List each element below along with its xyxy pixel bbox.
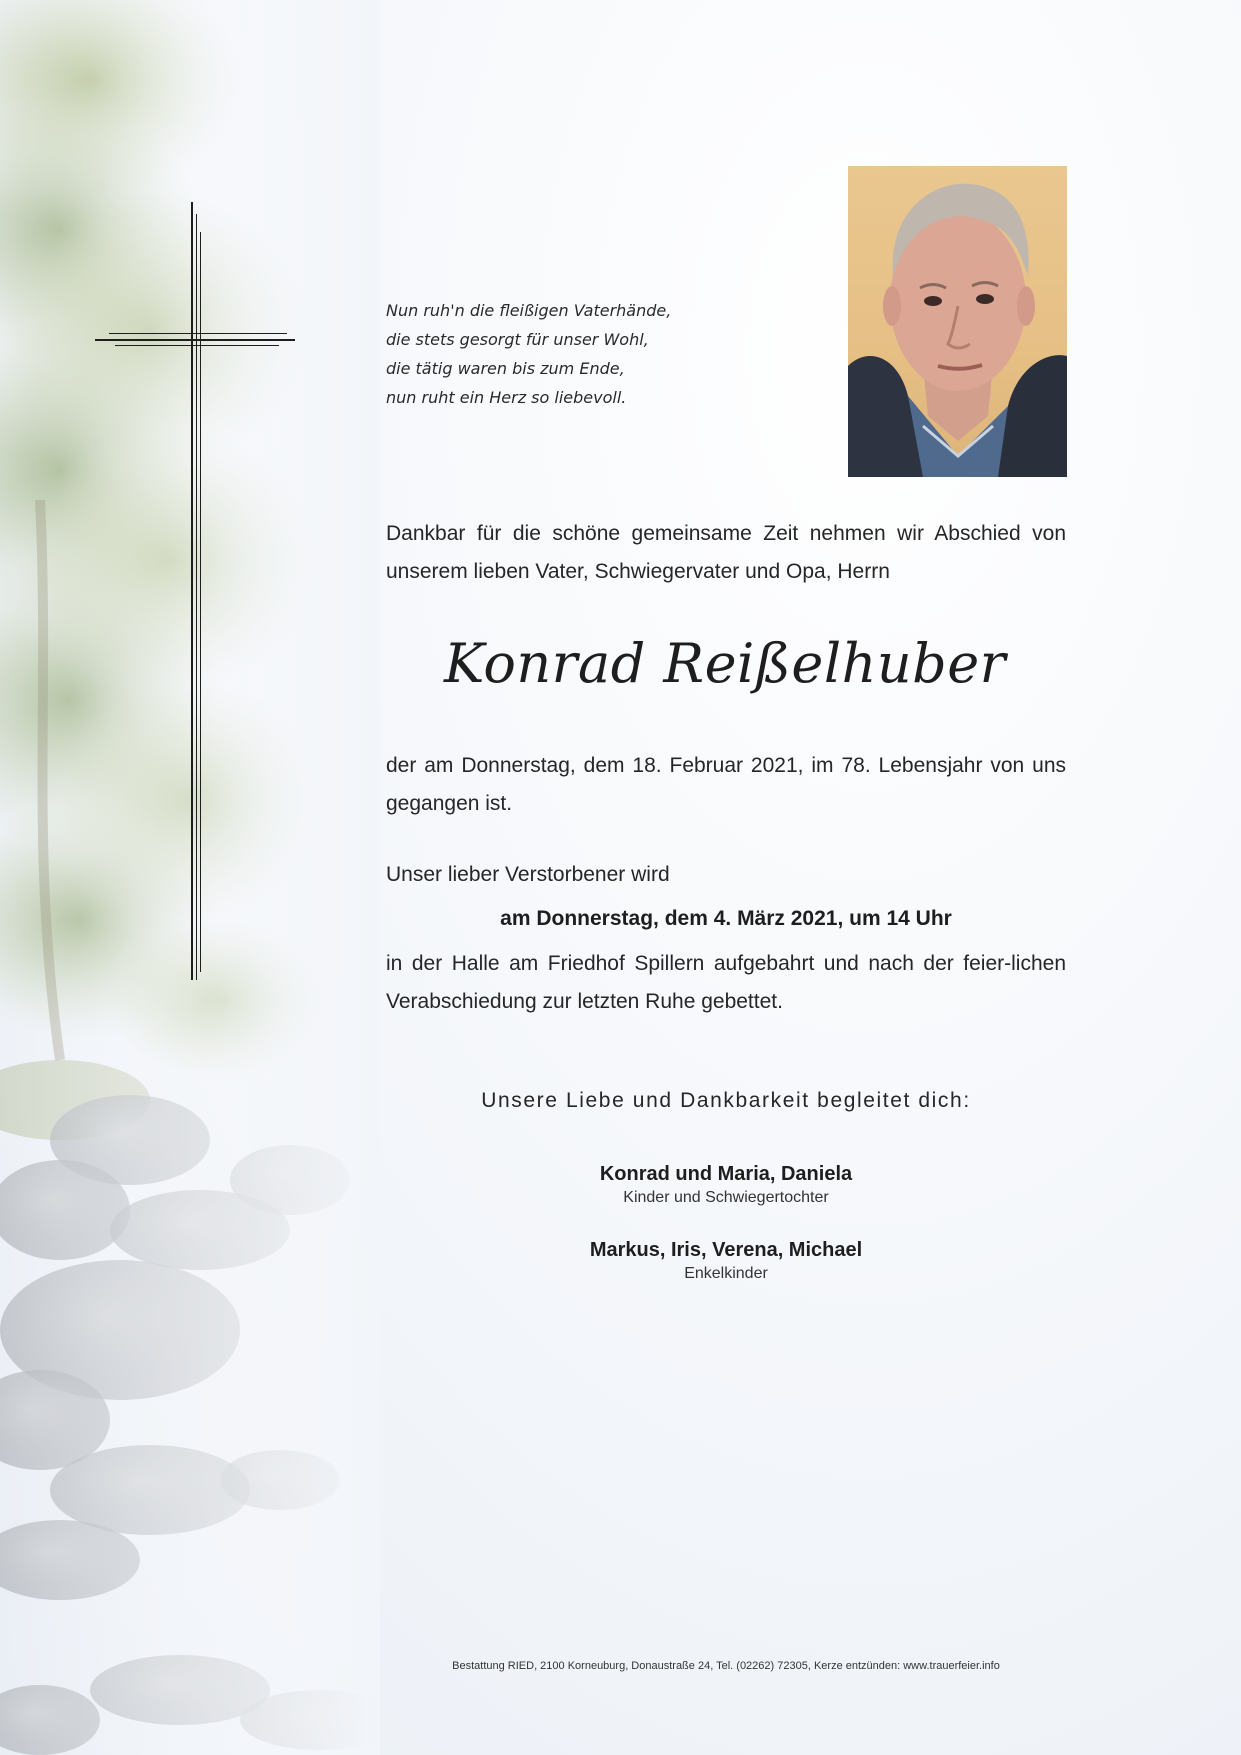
poem-line: Nun ruh'n die fleißigen Vaterhände,	[386, 301, 672, 320]
mourner-names: Konrad und Maria, Daniela	[599, 1163, 853, 1185]
mourner-group	[386, 1237, 1066, 1285]
deceased-name: Konrad Reißelhuber	[444, 632, 1006, 695]
poem-line: die stets gesorgt für unser Wohl,	[386, 330, 649, 349]
mourner-relation: Kinder und Schwiegertochter	[623, 1189, 829, 1206]
funeral-details-text: in der Halle am Friedhof Spillern aufgebahrt und nach der feier-lichen Verabschiedung zur letzten Ruhe gebettet.	[386, 952, 1066, 1013]
cross-symbol	[95, 202, 300, 982]
mourner-names: Markus, Iris, Verena, Michael	[589, 1239, 863, 1261]
portrait-photo	[848, 166, 1067, 477]
memorial-poem	[386, 296, 806, 412]
intro-text: Dankbar für die schöne gemeinsame Zeit nehmen wir Abschied von unserem lieben Vater, Schwiegervater und Opa, Herrn	[386, 522, 1066, 583]
funeral-intro-text: Unser lieber Verstorbener wird	[386, 863, 670, 886]
mourner-group	[386, 1161, 1066, 1209]
poem-line: die tätig waren bis zum Ende,	[386, 359, 625, 378]
funeral-date: am Donnerstag, dem 4. März 2021, um 14 Uhr	[500, 907, 952, 930]
love-line: Unsere Liebe und Dankbarkeit begleitet dich:	[481, 1089, 971, 1112]
funeral-home-footer: Bestattung RIED, 2100 Korneuburg, Donaustraße 24, Tel. (02262) 72305, Kerze entzünden: www.trauerfeier.info	[452, 1660, 1000, 1672]
death-notice-text: der am Donnerstag, dem 18. Februar 2021, im 78. Lebensjahr von uns gegangen ist.	[386, 754, 1066, 815]
poem-line: nun ruht ein Herz so liebevoll.	[386, 388, 627, 407]
mourner-relation: Enkelkinder	[684, 1265, 768, 1282]
